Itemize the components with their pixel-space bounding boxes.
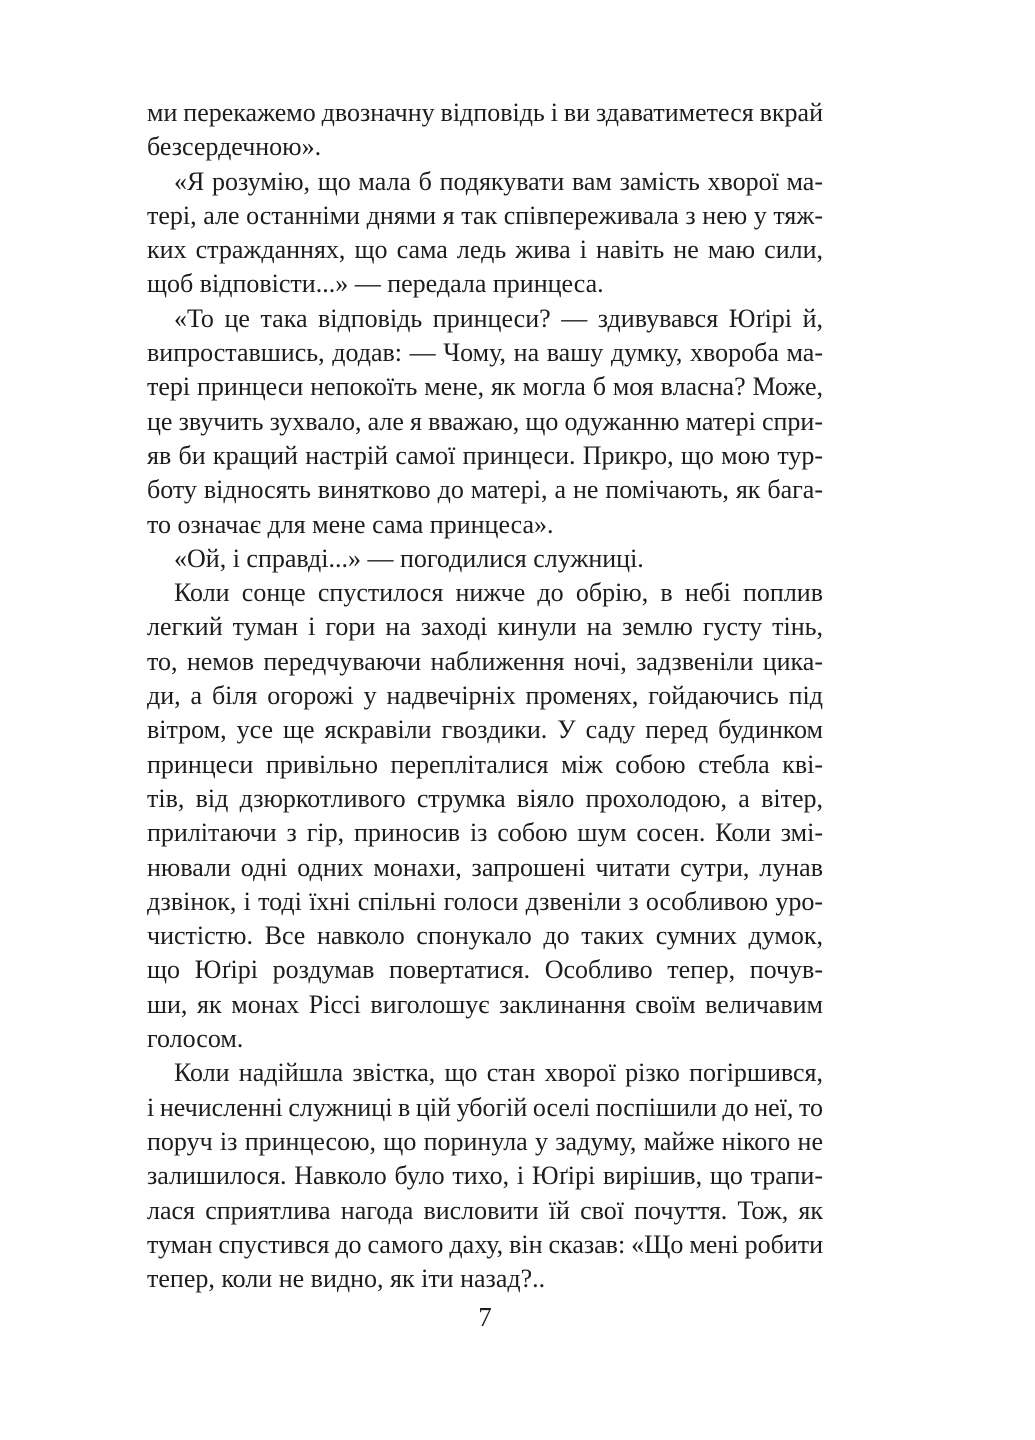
text-line-content: ши, як монах Ріссі виголошує заклинання своїм величавим: [147, 989, 823, 1019]
text-line: [147, 1159, 823, 1193]
text-line: [147, 610, 823, 644]
text-line-content: Коли сонце спустилося нижче до обрію, в небі поплив: [174, 578, 823, 608]
text-line: [147, 782, 823, 816]
text-line: [147, 816, 823, 850]
paragraph: [147, 542, 823, 576]
text-line-content: тепер, коли не видно, як іти назад?..: [147, 1264, 546, 1294]
text-line-content: «Я розумію, що мала б подякувати вам замість хворої ма-: [174, 166, 823, 196]
text-line: [147, 336, 823, 370]
paragraph: [147, 576, 823, 1056]
text-line: [147, 405, 823, 439]
text-block: [147, 96, 823, 1296]
text-line-content: щоб відповісти...» — передала принцеса.: [147, 269, 604, 299]
text-line-content: то, немов передчуваючи наближення ночі, задзвеніли цика-: [147, 646, 823, 676]
text-line-content: тері принцеси непокоїть мене, як могла б моя власна? Може,: [147, 372, 823, 402]
text-line: [147, 748, 823, 782]
paragraph: [147, 96, 823, 165]
text-line-content: то означає для мене сама принцеса».: [147, 509, 554, 539]
text-line-content: і нечисленні служниці в цій убогій оселі поспішили до неї, то: [147, 1092, 823, 1122]
text-line-content: голосом.: [147, 1024, 244, 1054]
text-line-content: лася сприятлива нагода висловити їй свої почуття. Тож, як: [147, 1195, 823, 1225]
text-line: [147, 1091, 823, 1125]
text-line-content: нювали одні одних монахи, запрошені читати сутри, лунав: [147, 852, 823, 882]
text-line: [147, 919, 823, 953]
text-line: [147, 1125, 823, 1159]
paragraph: [147, 1056, 823, 1296]
text-line: [147, 576, 823, 610]
text-line: [147, 96, 823, 130]
text-line: [147, 851, 823, 885]
text-line: [147, 473, 823, 507]
text-line: [147, 302, 823, 336]
text-line: [147, 1022, 823, 1056]
text-line: [147, 1262, 823, 1296]
text-line-content: «То це така відповідь принцеси? — здивувався Юґірі й,: [174, 303, 823, 333]
text-line: [147, 679, 823, 713]
text-line-content: туман спустився до самого даху, він сказав: «Що мені робити: [147, 1229, 823, 1259]
text-line: [147, 508, 823, 542]
text-line-content: це звучить зухвало, але я вважаю, що одужанню матері спри-: [147, 406, 823, 436]
text-line-content: поруч із принцесою, що поринула у задуму, майже нікого не: [147, 1126, 823, 1156]
text-line: [147, 439, 823, 473]
text-line-content: «Ой, і справді...» — погодилися служниці.: [174, 543, 644, 573]
paragraph: [147, 165, 823, 302]
text-line: [147, 713, 823, 747]
text-line-content: випроставшись, додав: — Чому, на вашу думку, хвороба ма-: [147, 338, 823, 368]
text-line-content: чистістю. Все навколо спонукало до таких сумних думок,: [147, 921, 823, 951]
paragraph: [147, 302, 823, 542]
text-line: [147, 988, 823, 1022]
text-line: [147, 542, 823, 576]
text-line: [147, 370, 823, 404]
text-line: [147, 267, 823, 301]
text-line-content: ди, а біля огорожі у надвечірніх променях, гойдаючись під: [147, 681, 823, 711]
text-line: [147, 233, 823, 267]
text-line-content: боту відносять винятково до матері, а не помічають, як бага-: [147, 475, 823, 505]
text-line: [147, 165, 823, 199]
text-line-content: тері, але останніми днями я так співпереживала з нею у тяж-: [147, 200, 823, 230]
text-line-content: яв би кращий настрій самої принцеси. Прикро, що мою тур-: [147, 440, 823, 470]
text-line: [147, 1228, 823, 1262]
text-line: [147, 199, 823, 233]
text-line-content: що Юґірі роздумав повертатися. Особливо тепер, почув-: [147, 955, 823, 985]
text-line-content: вітром, усе ще яскравіли гвоздики. У саду перед будинком: [147, 715, 823, 745]
text-line: [147, 645, 823, 679]
text-line: [147, 885, 823, 919]
text-line-content: ми перекажемо двозначну відповідь і ви здаватиметеся вкрай: [147, 98, 823, 127]
text-line-content: легкий туман і гори на заході кинули на землю густу тінь,: [147, 612, 823, 642]
text-line-content: тів, від дзюркотливого струмка віяло прохолодою, а вітер,: [147, 783, 823, 813]
text-line: [147, 1194, 823, 1228]
text-line-content: залишилося. Навколо було тихо, і Юґірі вирішив, що трапи-: [147, 1161, 823, 1191]
text-line: [147, 1056, 823, 1090]
page-number: 7: [478, 1302, 492, 1332]
text-line-content: принцеси привільно перепліталися між собою стебла кві-: [147, 749, 823, 779]
text-line: [147, 953, 823, 987]
text-line-content: Коли надійшла звістка, що стан хворої різко погіршився,: [174, 1058, 823, 1088]
text-line-content: дзвінок, і тоді їхні спільні голоси дзвеніли з особливою уро-: [147, 886, 823, 916]
text-line-content: ких стражданнях, що сама ледь жива і навіть не маю сили,: [147, 235, 823, 265]
text-line-content: прилітаючи з гір, приносив із собою шум сосен. Коли змі-: [147, 818, 823, 848]
text-line: [147, 130, 823, 164]
text-line-content: безсердечною».: [147, 132, 322, 162]
